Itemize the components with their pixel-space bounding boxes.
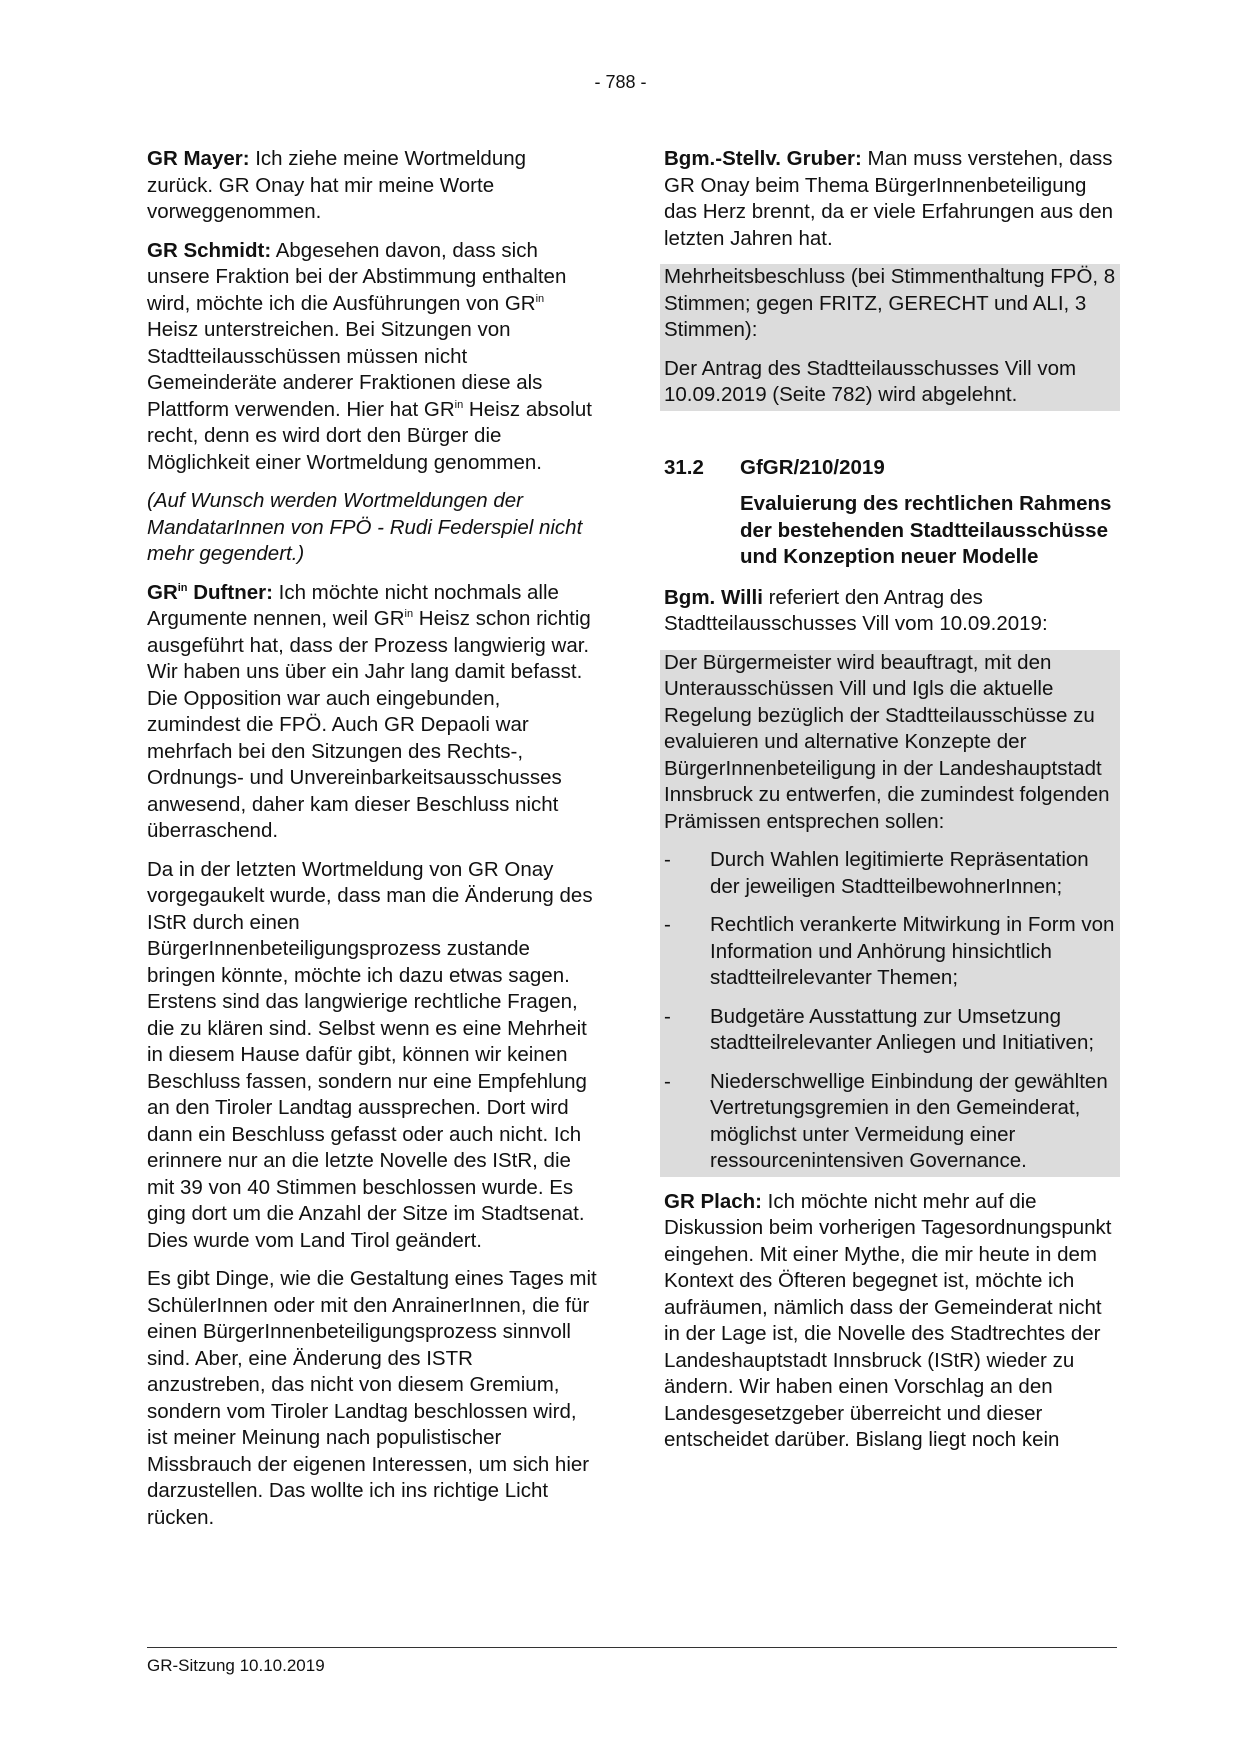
superscript: in — [535, 292, 545, 305]
speaker-name: GR Plach: — [664, 1189, 762, 1213]
page-number: - 788 - — [594, 72, 647, 92]
resolution-box — [660, 264, 1120, 411]
paragraph-duftner — [147, 580, 597, 845]
speaker-prefix: GR — [147, 580, 178, 604]
speaker-surname: Duftner: — [187, 580, 273, 604]
footer-divider — [147, 1647, 1117, 1648]
footer-text: GR-Sitzung 10.10.2019 — [147, 1656, 325, 1675]
speech-text: Abgesehen davon, dass sich unsere Fraktion bei der Abstimmung enthalten wird, möchte ich die Ausführungen von GR — [147, 238, 567, 315]
list-item — [664, 912, 1116, 1004]
paragraph-willi — [664, 585, 1116, 638]
list-item-text: Niederschwellige Einbindung der gewählten Vertretungsgremien in den Gemeinderat, möglichst unter Vermeidung einer ressourcenintensiven Governance. — [710, 1069, 1108, 1172]
speaker-name: Bgm. Willi — [664, 585, 763, 609]
paragraph-plach — [664, 1189, 1116, 1454]
speech-text: Heisz schon richtig ausgeführt hat, dass der Prozess langwierig war. Wir haben uns über ein Jahr lang damit befasst. Die Opposition war auch eingebunden, zumindest die FPÖ. Auch GR Depaoli war mehrfach bei den Sitzungen des Rechts-, Ordnungs- und Unvereinbarkeitsausschusses anwesend, daher kam dieser Beschluss nicht überraschend. — [147, 607, 591, 842]
editorial-note: (Auf Wunsch werden Wortmeldungen der MandatarInnen von FPÖ - Rudi Federspiel nicht mehr gegendert.) — [147, 489, 583, 565]
list-item — [664, 847, 1116, 912]
paragraph-duftner-3: Es gibt Dinge, wie die Gestaltung eines Tages mit SchülerInnen oder mit den AnrainerInnen, die für einen BürgerInnenbeteiligungsprozess sinnvoll sind. Aber, eine Änderung des ISTR anzustreben, das nicht von diesem Gremium, sondern vom Tiroler Landtag beschlossen wird, ist meiner Meinung nach populistischer Missbrauch der eigenen Interessen, um sich hier darzustellen. Das wollte ich ins richtige Licht rücken. — [147, 1267, 597, 1529]
speech-text: Heisz absolut recht, denn es wird dort den Bürger die Möglichkeit einer Wortmeldung genommen. — [147, 397, 592, 474]
resolution-vote: Mehrheitsbeschluss (bei Stimmenthaltung FPÖ, 8 Stimmen; gegen FRITZ, GERECHT und ALI, 3 Stimmen): — [664, 265, 1116, 341]
paragraph-gruber — [664, 146, 1116, 252]
paragraph-duftner-2: Da in der letzten Wortmeldung von GR Onay vorgegaukelt wurde, dass man die Änderung des IStR durch einen BürgerInnenbeteiligungsprozess zustande bringen könnte, möchte ich dazu etwas sagen. Erstens sind das langwierige rechtliche Fragen, die zu klären sind. Selbst wenn es eine Mehrheit in diesem Hause dafür gibt, können wir keinen Beschluss fassen, sondern nur eine Empfehlung an den Tiroler Landtag aussprechen. Dort wird dann ein Beschluss gefasst oder auch nicht. Ich erinnere nur an die letzte Novelle des IStR, die mit 39 von 40 Stimmen beschlossen wurde. Es ging dort um die Anzahl der Sitze im Stadtsenat. Dies wurde vom Land Tirol geändert. — [147, 857, 593, 1252]
speech-text: Ich möchte nicht nochmals alle Argumente nennen, weil GR — [147, 580, 559, 630]
right-column — [664, 146, 1116, 1466]
paragraph-schmidt — [147, 238, 597, 477]
speech-text: Ich möchte nicht mehr auf die Diskussion beim vorherigen Tagesordnungspunkt eingehen. Mit einer Mythe, die mir heute in dem Kontext des Öfteren begegnet ist, möchte ich aufräumen, nämlich dass der Gemeinderat nicht in der Lage ist, die Novelle des Stadtrechtes der Landeshauptstadt Innsbruck (IStR) wieder zu ändern. Wir haben einen Vorschlag an den Landesgesetzgeber überreicht und dieser entscheidet darüber. Bislang liegt noch kein — [664, 1189, 1112, 1451]
bullet-dash: - — [664, 848, 671, 871]
bullet-dash: - — [664, 913, 671, 936]
left-column — [147, 146, 597, 1543]
superscript: in — [177, 581, 188, 594]
agenda-item-title: Evaluierung des rechtlichen Rahmens der bestehenden Stadtteilausschüsse und Konzeption neuer Modelle — [740, 492, 1112, 568]
speaker-name: GR Mayer: — [147, 147, 250, 170]
list-item-text: Rechtlich verankerte Mitwirkung in Form von Information und Anhörung hinsichtlich stadtteilrelevanter Themen; — [710, 913, 1115, 989]
bullet-dash: - — [664, 1004, 671, 1028]
bullet-dash: - — [664, 1069, 671, 1093]
list-item-text: Durch Wahlen legitimierte Repräsentation der jeweiligen StadtteilbewohnerInnen; — [710, 848, 1089, 898]
speech-text: referiert den Antrag des Stadtteilausschusses Vill vom 10.09.2019: — [664, 585, 1048, 635]
speech-text: Heisz unterstreichen. Bei Sitzungen von Stadtteilausschüssen müssen nicht Gemeinderäte anderer Fraktionen diese als Plattform verwenden. Hier hat GR — [147, 318, 543, 421]
agenda-item-code: GfGR/210/2019 — [740, 455, 885, 479]
speaker-name: GR Schmidt: — [147, 238, 272, 262]
paragraph-mayer — [147, 146, 597, 226]
resolution-text: Der Antrag des Stadtteilausschusses Vill vom 10.09.2019 (Seite 782) wird abgelehnt. — [664, 356, 1077, 406]
speaker-name — [147, 581, 273, 604]
list-item — [664, 1069, 1116, 1177]
speech-text: Ich ziehe meine Wortmeldung zurück. GR Onay hat mir meine Worte vorweggenommen. — [147, 147, 527, 223]
motion-box — [660, 650, 1120, 1177]
list-item-text: Budgetäre Ausstattung zur Umsetzung stadtteilrelevanter Anliegen und Initiativen; — [710, 1004, 1095, 1054]
superscript: in — [454, 398, 464, 411]
speaker-name: Bgm.-Stellv. Gruber: — [664, 147, 862, 170]
speech-text: Man muss verstehen, dass GR Onay beim Thema BürgerInnenbeteiligung das Herz brennt, da er viele Erfahrungen aus den letzten Jahren hat. — [664, 147, 1113, 250]
agenda-item-number: 31.2 — [664, 455, 704, 479]
list-item — [664, 1004, 1116, 1069]
motion-text: Der Bürgermeister wird beauftragt, mit den Unterausschüssen Vill und Igls die aktuelle Regelung bezüglich der Stadtteilausschüsse zu evaluieren und alternative Konzepte der BürgerInnenbeteiligung in der Landeshauptstadt Innsbruck zu entwerfen, die zumindest folgenden Prämissen entsprechen sollen: — [664, 650, 1110, 833]
agenda-item-heading — [664, 455, 1116, 482]
superscript: in — [404, 608, 414, 621]
